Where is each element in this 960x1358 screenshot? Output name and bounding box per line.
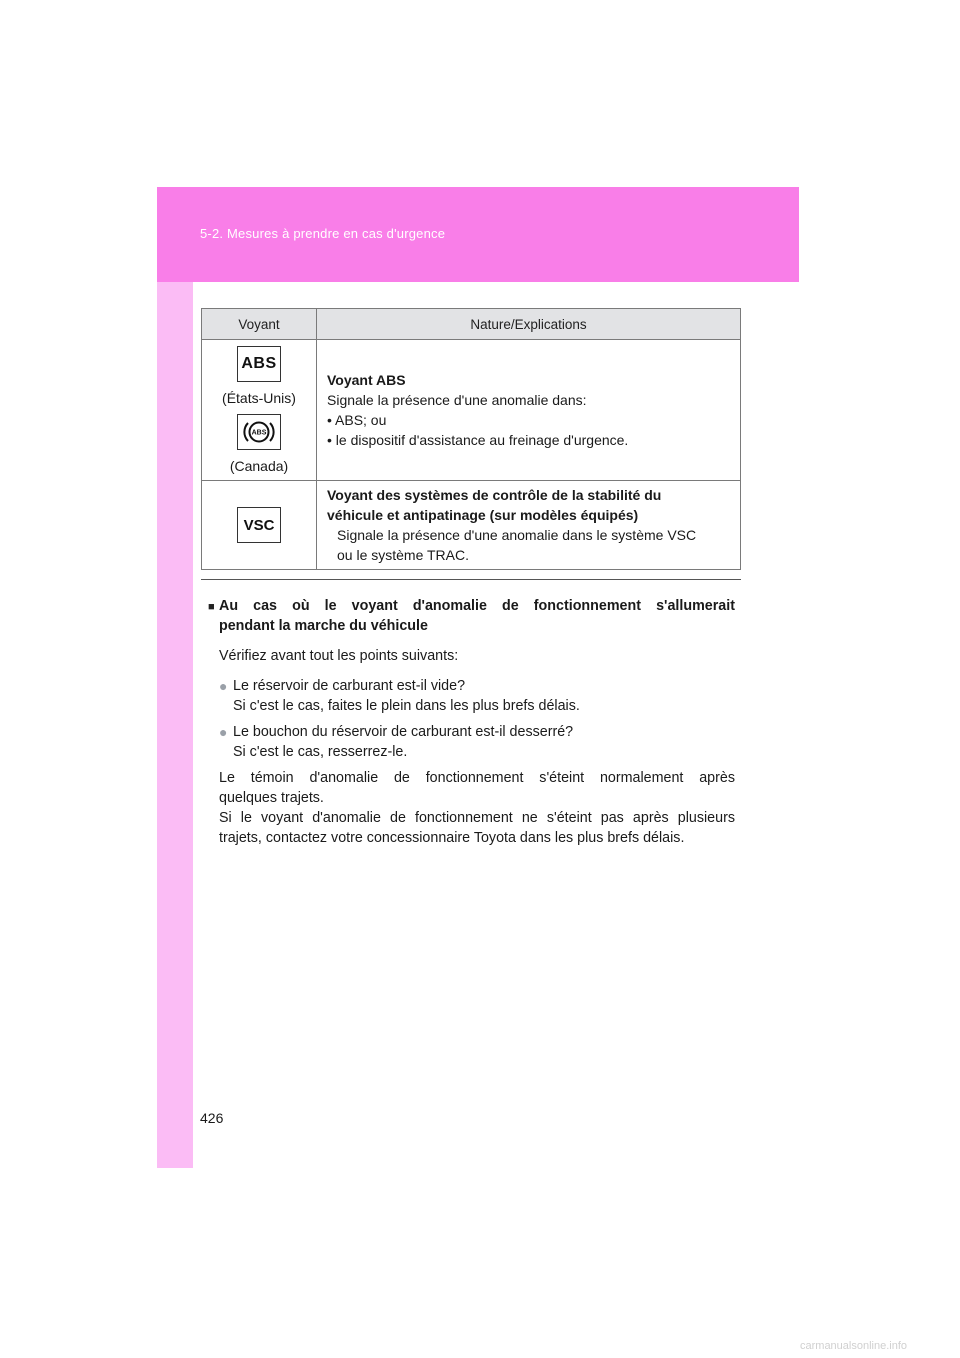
- bullet-answer: Si c'est le cas, resserrez-le.: [233, 744, 408, 760]
- paragraph-line: quelques trajets.: [219, 790, 324, 806]
- abs-circle-text: ABS: [251, 429, 267, 437]
- paragraph: [219, 808, 735, 848]
- paragraph-line: Le témoin d'anomalie de fonctionnement s'éteint normalement après: [219, 770, 735, 786]
- intro-text: Vérifiez avant tout les points suivants:: [219, 648, 459, 664]
- abs-desc-line: Signale la présence d'une anomalie dans:: [327, 392, 587, 408]
- table-header-row: [202, 309, 741, 340]
- vsc-title-line: Voyant des systèmes de contrôle de la stabilité du: [327, 487, 662, 503]
- section-title: 5-2. Mesures à prendre en cas d'urgence: [200, 226, 446, 241]
- table-row: [202, 340, 741, 481]
- abs-title: Voyant ABS: [327, 372, 406, 388]
- bullet-answer: Si c'est le cas, faites le plein dans les plus brefs délais.: [233, 698, 580, 714]
- vsc-description-cell: [317, 481, 741, 570]
- abs-desc-line: • ABS; ou: [327, 412, 387, 428]
- abs-text-icon: [237, 346, 281, 382]
- vsc-desc-line: ou le système TRAC.: [337, 547, 470, 563]
- vsc-title-line: véhicule et antipatinage (sur modèles équipés): [327, 507, 639, 523]
- section-heading: [208, 596, 735, 636]
- page-number: 426: [200, 1110, 224, 1126]
- abs-desc-line: • le dispositif d'assistance au freinage d'urgence.: [327, 432, 629, 448]
- abs-icon-label: ABS: [241, 355, 277, 372]
- vsc-desc-line: Signale la présence d'une anomalie dans le système VSC: [337, 527, 697, 543]
- malfunction-section: [208, 596, 735, 848]
- paragraph-line: trajets, contactez votre concessionnaire Toyota dans les plus brefs délais.: [219, 830, 685, 846]
- abs-description-cell: [317, 340, 741, 481]
- column-header-nature: Nature/Explications: [317, 309, 741, 340]
- bullet-question: Le bouchon du réservoir de carburant est-il desserré?: [233, 724, 574, 740]
- heading-line: Au cas où le voyant d'anomalie de fonctionnement s'allumerait: [219, 598, 735, 614]
- list-item: [219, 722, 735, 762]
- circle-bullet-icon: ●: [219, 724, 228, 740]
- square-bullet-icon: ■: [208, 601, 215, 613]
- table-row: [202, 481, 741, 570]
- vsc-icon: [237, 507, 281, 543]
- paragraph: [219, 768, 735, 808]
- section-divider: [201, 579, 741, 580]
- vsc-icon-label: VSC: [243, 516, 275, 534]
- abs-circle-graphic: [242, 417, 276, 447]
- paragraph-line: Si le voyant d'anomalie de fonctionnement ne s'éteint pas après plusieurs: [219, 810, 735, 826]
- abs-circle-icon: [237, 414, 281, 450]
- region-ca-label: (Canada): [229, 458, 289, 474]
- circle-bullet-icon: ●: [219, 678, 228, 694]
- lamp-cell-vsc: [202, 481, 317, 570]
- column-header-lamp: Voyant: [202, 309, 317, 340]
- bullet-question: Le réservoir de carburant est-il vide?: [233, 678, 466, 694]
- region-us-label: (États-Unis): [222, 390, 296, 406]
- lamp-cell-abs: [202, 340, 317, 481]
- warning-lamp-table: [201, 308, 741, 570]
- heading-line: pendant la marche du véhicule: [219, 618, 428, 634]
- list-item: [219, 676, 735, 716]
- watermark: carmanualsonline.info: [800, 1340, 908, 1352]
- side-margin-band: [157, 187, 193, 1168]
